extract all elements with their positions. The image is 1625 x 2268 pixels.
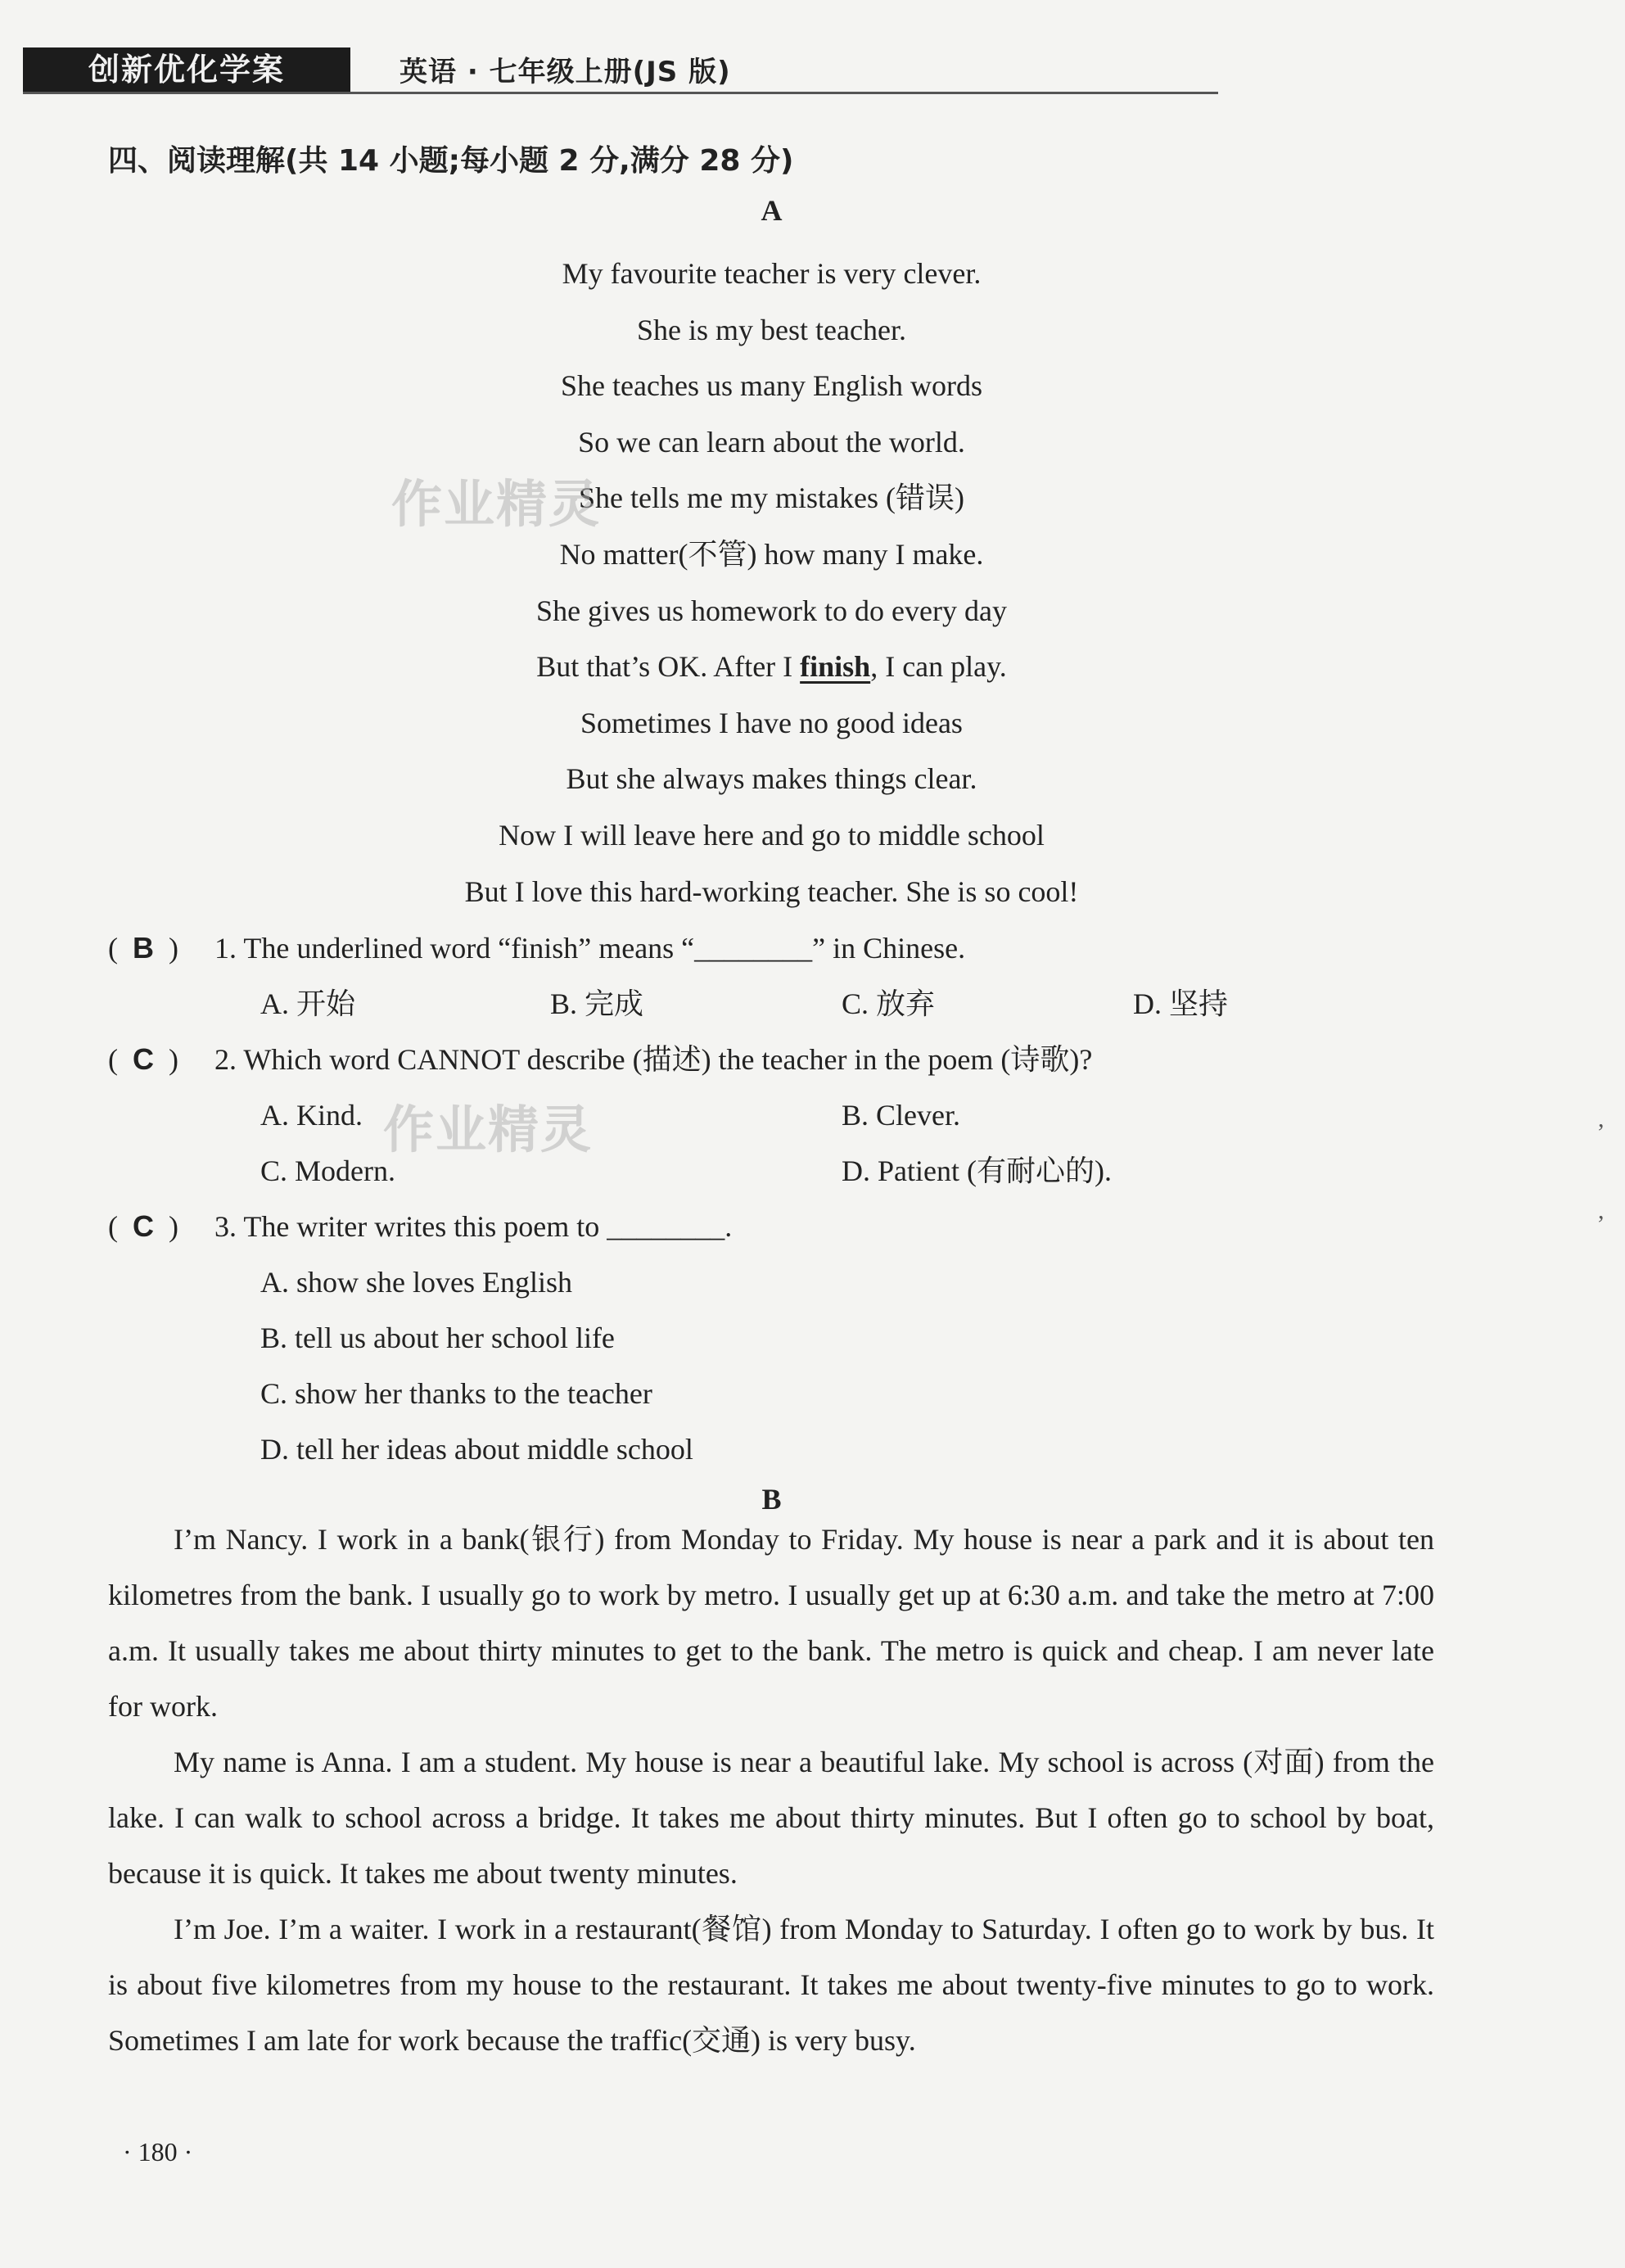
- answer-letter: C: [133, 1209, 154, 1243]
- part-b-label: B: [761, 1483, 782, 1516]
- question-stem: 2. Which word CANNOT describe (描述) the teacher in the poem (诗歌)?: [214, 1043, 1093, 1076]
- poem-line: Sometimes I have no good ideas: [580, 706, 963, 739]
- underlined-word: finish: [800, 650, 871, 684]
- poem-line: She is my best teacher.: [637, 313, 906, 346]
- answer-letter: B: [133, 931, 154, 965]
- margin-mark: ,: [1598, 1105, 1605, 1132]
- header-divider: [23, 92, 1218, 94]
- paragraph: I’m Joe. I’m a waiter. I work in a restaurant(餐馆) from Monday to Saturday. I often go to work by bus. It is about five kilometres from my house to the restaurant. It takes me about twenty-five minutes to go to work. Sometimes I am late for work because the traffic(交通) is very busy.: [108, 1913, 1434, 2057]
- margin-mark: ,: [1598, 1197, 1605, 1224]
- option-d: D. tell her ideas about middle school: [260, 1433, 693, 1466]
- option-c: C. show her thanks to the teacher: [260, 1377, 652, 1410]
- passage-b: [108, 1511, 1434, 2068]
- question-1: [108, 920, 965, 976]
- page-number: · 180 ·: [123, 2137, 193, 2166]
- question-stem: 3. The writer writes this poem to ________.: [214, 1210, 733, 1243]
- answer-box: ( C ): [108, 1209, 178, 1243]
- part-a-label: A: [761, 194, 783, 227]
- poem-line: She tells me my mistakes (错误): [579, 481, 964, 515]
- paragraph: I’m Nancy. I work in a bank(银行) from Monday to Friday. My house is near a park and it is about ten kilometres from the bank. I usually go to work by metro. I usually get up at 6:30 a.m. and take the metro at 7:00 a.m. It usually takes me about thirty minutes to get to the bank. The metro is quick and cheap. I am never late for work.: [108, 1523, 1434, 1723]
- section-heading: 四、阅读理解(共 14 小题;每小题 2 分,满分 28 分): [108, 144, 794, 178]
- option-b: B. Clever.: [842, 1099, 960, 1132]
- answer-box: ( B ): [108, 931, 178, 965]
- poem-line: [0, 639, 1543, 695]
- poem-text: But that’s OK. After I: [536, 650, 801, 684]
- watermark: 作业精灵: [383, 1100, 594, 1159]
- poem: [0, 246, 1543, 919]
- option-d: D. 坚持: [1133, 987, 1228, 1020]
- question-2: [108, 1032, 1092, 1087]
- poem-line: She teaches us many English words: [561, 369, 982, 403]
- poem-line: But I love this hard-working teacher. She is so cool!: [464, 874, 1079, 908]
- option-b: B. 完成: [550, 987, 644, 1020]
- option-b: B. tell us about her school life: [260, 1321, 615, 1354]
- poem-line: So we can learn about the world.: [578, 425, 965, 459]
- poem-line: She gives us homework to do every day: [536, 594, 1007, 627]
- option-a: A. 开始: [260, 987, 355, 1020]
- watermark: 作业精灵: [391, 474, 602, 534]
- poem-text: , I can play.: [870, 650, 1007, 684]
- poem-line: Now I will leave here and go to middle school: [499, 818, 1045, 852]
- answer-letter: C: [133, 1042, 154, 1076]
- poem-line: My favourite teacher is very clever.: [562, 257, 982, 290]
- option-a: A. show she loves English: [260, 1266, 572, 1299]
- question-3: [108, 1199, 732, 1254]
- option-d: D. Patient (有耐心的).: [842, 1154, 1112, 1187]
- poem-line: No matter(不管) how many I make.: [559, 537, 984, 571]
- poem-line: But she always makes things clear.: [566, 762, 977, 796]
- paragraph: My name is Anna. I am a student. My house is near a beautiful lake. My school is across (对面) from the lake. I can walk to school across a bridge. It takes me about thirty minutes. But I often go to school by boat, because it is quick. It takes me about twenty minutes.: [108, 1746, 1434, 1890]
- answer-box: ( C ): [108, 1042, 178, 1076]
- brand-logo: 创新优化学案: [23, 47, 350, 92]
- book-title: 英语 · 七年级上册(JS 版): [399, 56, 731, 88]
- option-c: C. Modern.: [260, 1154, 395, 1187]
- option-a: A. Kind.: [260, 1099, 363, 1132]
- question-stem: 1. The underlined word “finish” means “________” in Chinese.: [214, 932, 966, 965]
- option-c: C. 放弃: [842, 987, 936, 1020]
